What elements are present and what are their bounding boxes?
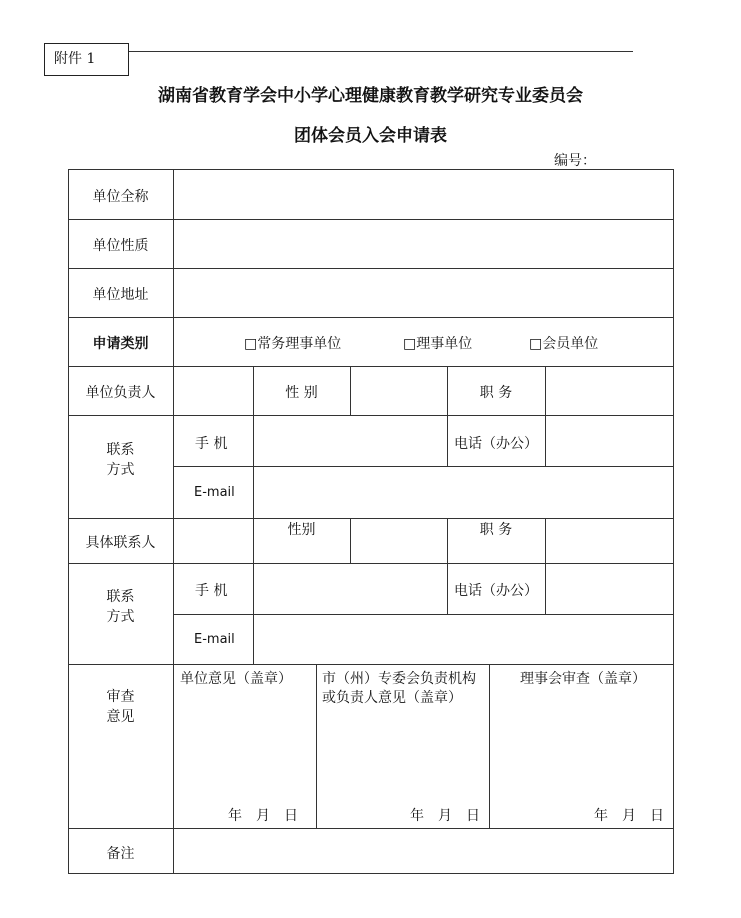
table-rule — [545, 563, 546, 614]
form-subtitle: 团体会员入会申请表 — [294, 126, 447, 146]
contact-method-label-line2: 方式 — [106, 609, 135, 625]
table-rule — [350, 366, 351, 415]
table-rule — [68, 219, 674, 220]
table-rule — [173, 614, 674, 615]
table-rule — [545, 415, 546, 466]
city-opinion-area[interactable] — [318, 710, 487, 800]
mobile-label: 手 机 — [195, 436, 228, 452]
table-rule — [489, 664, 490, 828]
table-rule — [173, 466, 674, 467]
checkbox-executive-director-unit[interactable]: □常务理事单位 — [244, 336, 342, 352]
table-rule — [68, 828, 674, 829]
office-phone-label: 电话（办公） — [454, 583, 538, 599]
application-type-label: 申请类别 — [92, 336, 149, 352]
contact-method-label-line1: 联系 — [106, 589, 135, 605]
table-rule — [68, 563, 674, 564]
table-rule — [68, 366, 674, 367]
table-rule — [68, 664, 674, 665]
unit-opinion-label: 单位意见（盖章） — [180, 671, 292, 687]
table-rule — [68, 268, 674, 269]
city-opinion-label-line1: 市（州）专委会负责机构 — [322, 671, 476, 687]
council-review-date: 年 月 日 — [594, 808, 664, 824]
header-rule — [129, 51, 633, 52]
table-border-right — [673, 169, 674, 873]
email-label: E-mail — [194, 632, 235, 647]
unit-full-name-label: 单位全称 — [92, 189, 149, 205]
table-rule — [68, 415, 674, 416]
contact-person-label: 具体联系人 — [85, 535, 156, 551]
remarks-label: 备注 — [106, 846, 135, 862]
unit-nature-label: 单位性质 — [92, 238, 149, 254]
mobile-label: 手 机 — [195, 583, 228, 599]
checkbox-member-unit[interactable]: □会员单位 — [529, 336, 599, 352]
page-title: 湖南省教育学会中小学心理健康教育教学研究专业委员会 — [158, 86, 583, 106]
unit-head-label: 单位负责人 — [85, 385, 156, 401]
unit-address-label: 单位地址 — [92, 287, 149, 303]
city-opinion-date: 年 月 日 — [410, 808, 480, 824]
council-review-label: 理事会审查（盖章） — [520, 671, 646, 687]
office-phone-label: 电话（办公） — [454, 436, 538, 452]
review-label-line2: 意见 — [106, 709, 135, 725]
city-opinion-label-line2: 或负责人意见（盖章） — [322, 690, 462, 706]
table-border-top — [68, 169, 674, 170]
attachment-label: 附件 1 — [44, 43, 129, 76]
table-rule — [253, 415, 254, 518]
unit-head-position-label: 职 务 — [479, 385, 513, 401]
contact-person-gender-label: 性别 — [287, 522, 316, 538]
table-rule — [253, 563, 254, 664]
table-rule — [316, 664, 317, 828]
table-rule — [173, 169, 174, 873]
contact-person-position-label: 职 务 — [479, 522, 513, 538]
unit-opinion-date: 年 月 日 — [228, 808, 298, 824]
serial-number-label: 编号： — [554, 153, 596, 169]
email-label: E-mail — [194, 485, 235, 500]
table-rule — [68, 317, 674, 318]
contact-method-label-line1: 联系 — [106, 442, 135, 458]
table-border-left — [68, 169, 69, 873]
contact-method-label-line2: 方式 — [106, 462, 135, 478]
checkbox-director-unit[interactable]: □理事单位 — [403, 336, 473, 352]
table-rule — [350, 518, 351, 563]
unit-head-gender-label: 性 别 — [285, 385, 318, 401]
table-rule — [545, 518, 546, 563]
table-rule — [545, 366, 546, 415]
unit-opinion-area[interactable] — [175, 690, 314, 800]
table-border-bottom — [68, 873, 674, 874]
table-rule — [68, 518, 674, 519]
review-label-line1: 审查 — [106, 689, 135, 705]
council-review-area[interactable] — [491, 690, 671, 800]
